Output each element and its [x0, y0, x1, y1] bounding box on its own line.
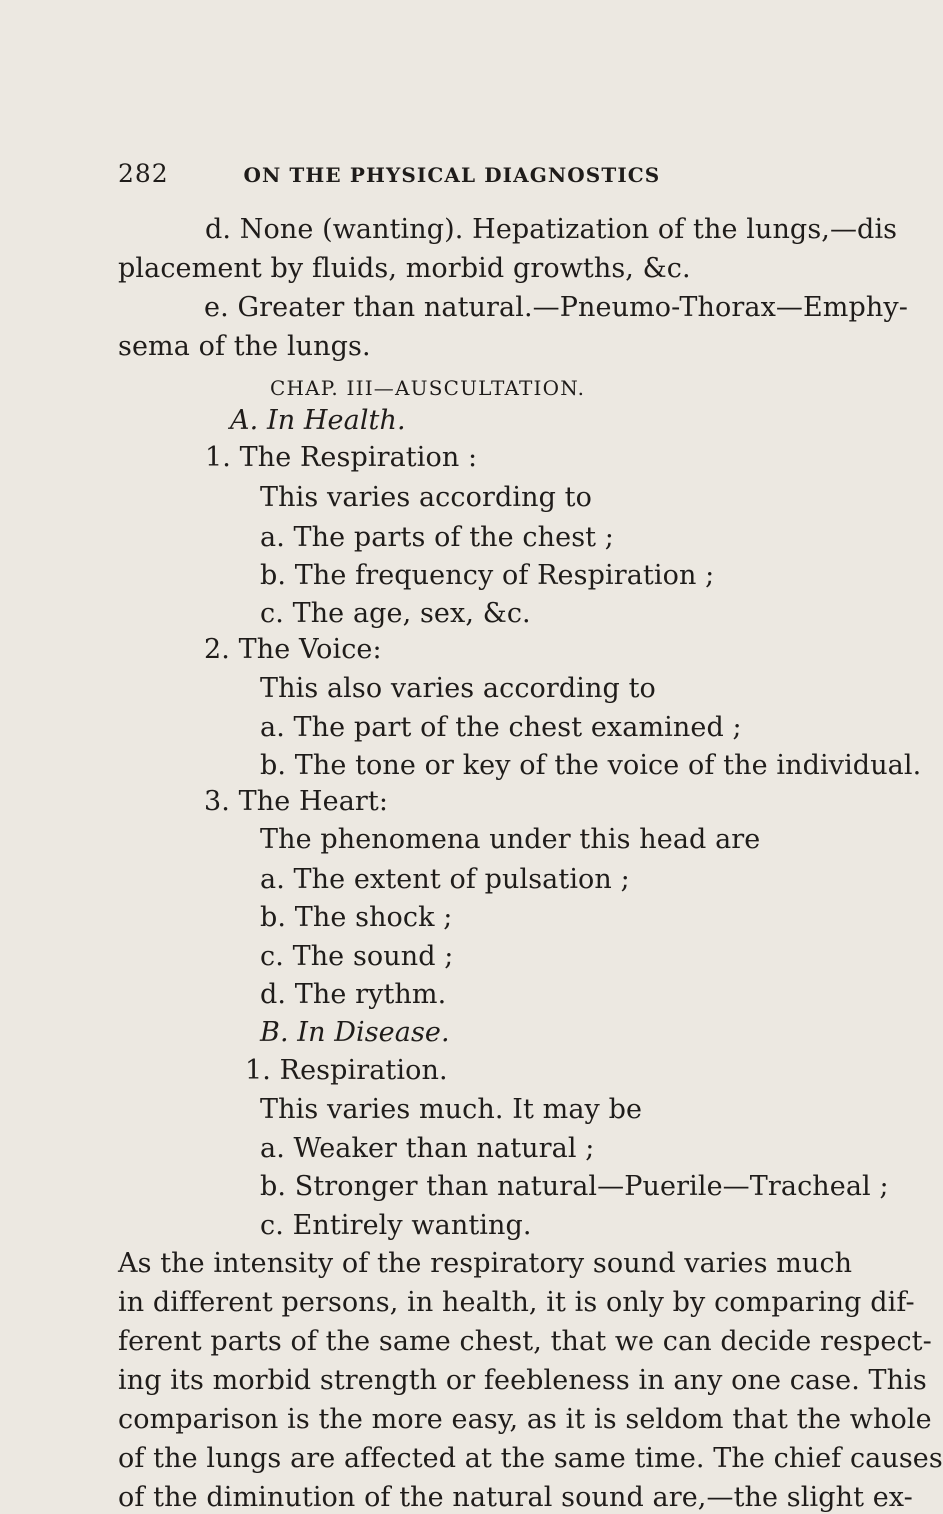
respiration-item-c: c. The age, sex, &c. — [260, 598, 531, 629]
chapter-heading: CHAP. III—AUSCULTATION. — [270, 376, 586, 400]
voice-item-b: b. The tone or key of the voice of the individual. — [260, 750, 922, 781]
paragraph-line-3: ferent parts of the same chest, that we can decide respect- — [118, 1326, 932, 1357]
heart-item-d: d. The rythm. — [260, 979, 447, 1010]
respiration-item-b: b. The frequency of Respiration ; — [260, 560, 715, 591]
disease-intro: This varies much. It may be — [260, 1094, 643, 1125]
heart-item-c: c. The sound ; — [260, 941, 454, 972]
respiration-item-a: a. The parts of the chest ; — [260, 522, 615, 553]
section-heading-health: A. In Health. — [230, 405, 406, 436]
paragraph-line-7: of the diminution of the natural sound are,—the slight ex- — [118, 1482, 913, 1513]
paragraph-line-4: ing its morbid strength or feebleness in any one case. This — [118, 1365, 927, 1396]
running-head: ON THE PHYSICAL DIAGNOSTICS — [243, 163, 661, 187]
disease-item-a: a. Weaker than natural ; — [260, 1133, 595, 1164]
section-heading-disease: B. In Disease. — [260, 1017, 450, 1048]
disease-item-respiration: 1. Respiration. — [245, 1055, 448, 1086]
disease-item-b: b. Stronger than natural—Puerile—Tracheal ; — [260, 1171, 889, 1202]
heart-intro: The phenomena under this head are — [260, 824, 761, 855]
voice-intro: This also varies according to — [260, 673, 656, 704]
page-header — [118, 158, 798, 191]
paragraph-line-6: of the lungs are affected at the same time. The chief causes — [118, 1443, 943, 1474]
paragraph-line-2: in different persons, in health, it is only by comparing dif- — [118, 1287, 915, 1318]
health-item-respiration: 1. The Respiration : — [205, 442, 478, 473]
paragraph-line-5: comparison is the more easy, as it is seldom that the whole — [118, 1404, 932, 1435]
paragraph-line-1: As the intensity of the respiratory sound varies much — [118, 1248, 853, 1279]
heart-item-b: b. The shock ; — [260, 902, 453, 933]
text-line-placement: placement by fluids, morbid growths, &c. — [118, 253, 691, 284]
text-line-hepatization: d. None (wanting). Hepatization of the lungs,—dis — [205, 214, 898, 245]
disease-item-c: c. Entirely wanting. — [260, 1210, 532, 1241]
text-line-pneumothorax: e. Greater than natural.—Pneumo-Thorax—Emphy- — [204, 292, 908, 323]
health-item-voice: 2. The Voice: — [204, 634, 382, 665]
heart-item-a: a. The extent of pulsation ; — [260, 864, 630, 895]
text-line-emphysema: sema of the lungs. — [118, 331, 371, 362]
respiration-intro: This varies according to — [260, 482, 592, 513]
voice-item-a: a. The part of the chest examined ; — [260, 712, 742, 743]
health-item-heart: 3. The Heart: — [204, 786, 389, 817]
page-number: 282 — [118, 159, 169, 188]
